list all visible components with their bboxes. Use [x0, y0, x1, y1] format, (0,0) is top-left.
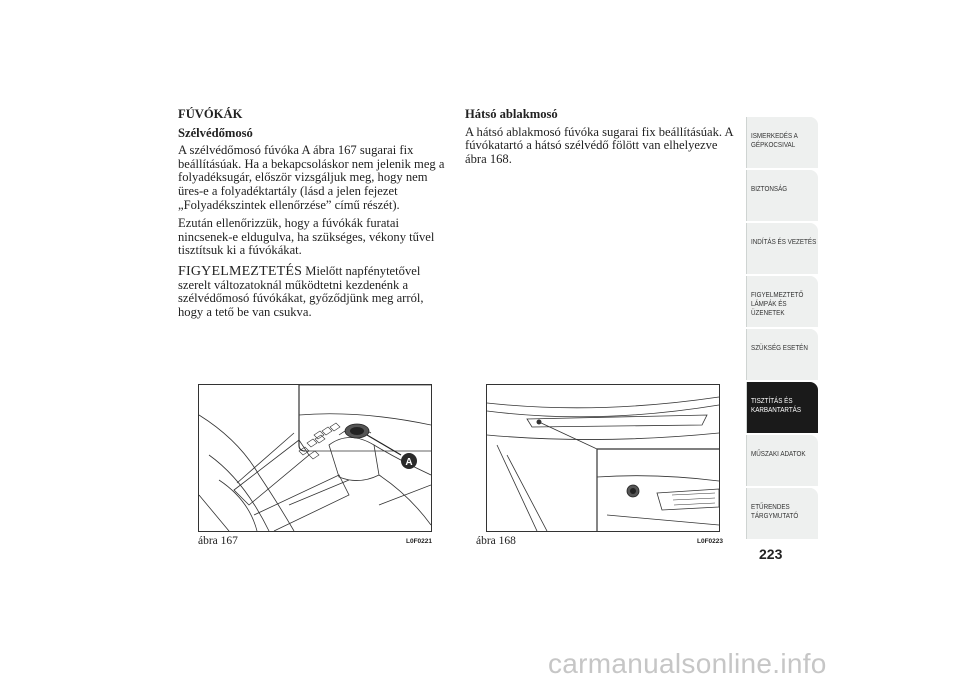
tab-label: ISMERKEDÉS A GÉPKOCSIVAL: [751, 131, 798, 149]
section-heading: FÚVÓKÁK: [178, 107, 243, 121]
tab-inditas[interactable]: [746, 223, 818, 274]
callout-a-label: A: [405, 457, 413, 468]
watermark: carmanualsonline.info: [548, 648, 827, 679]
rear-washer-paragraph: A hátsó ablakmosó fúvóka sugarai fix beállításúak. A fúvókatartó a hátsó szélvédő fölött van elhelyezve ábra 168.: [465, 124, 733, 166]
figure-168-code: L0F0223: [697, 538, 724, 545]
windshield-washer-subheading: Szélvédőmosó: [178, 125, 253, 140]
figure-167-code: L0F0221: [406, 538, 433, 545]
warning-text: Mielőtt napfénytetővel szerelt változatoknál működtetni kezdenénk a szélvédőmosó fúvókákat, győződjünk meg arról, hogy a tető be van csukva.: [178, 263, 424, 319]
tab-ismerkedes[interactable]: [746, 117, 818, 168]
tab-label: FIGYELMEZTETŐ LÁMPÁK ÉS ÜZENETEK: [751, 290, 804, 317]
windshield-washer-paragraph-2: Ezután ellenőrizzük, hogy a fúvókák furatai nincsenek-e eldugulva, ha szükséges, vékony tűvel tisztítsuk ki a fúvókákat.: [178, 216, 435, 258]
windshield-washer-paragraph-1: A szélvédőmosó fúvóka A ábra 167 sugarai fix beállításúak. Ha a bekapcsoláskor nem jelenik meg a folyadéksugár, először vizsgáljuk meg, hogy nem üres-e a folyadéktartály (lásd a jelen fejezet „Folyadékszintek ellenőrzése” című részét).: [178, 143, 445, 212]
tab-label: BIZTONSÁG: [751, 184, 788, 193]
rear-washer-illustration: [487, 385, 719, 531]
warning-label: FIGYELMEZTETÉS: [178, 263, 303, 279]
tab-label: ETŰRENDES TÁRGYMUTATÓ: [751, 502, 799, 520]
tab-biztonsag[interactable]: [746, 170, 818, 221]
warning-paragraph: [178, 265, 450, 319]
tab-targymutato[interactable]: [746, 488, 818, 539]
figure-167-windshield-nozzle: [198, 384, 432, 532]
tab-muszaki[interactable]: [746, 435, 818, 486]
tab-label: MŰSZAKI ADATOK: [751, 449, 806, 458]
tab-szukseg[interactable]: [746, 329, 818, 380]
figure-168-rear-washer: [486, 384, 720, 532]
figure-167-caption: ábra 167: [198, 535, 238, 547]
tab-tisztitas-active[interactable]: [746, 382, 818, 433]
page-number: 223: [759, 546, 783, 562]
rear-washer-subheading: Hátsó ablakmosó: [465, 107, 558, 121]
right-text-column: [465, 108, 733, 171]
figure-168-caption: ábra 168: [476, 535, 516, 547]
tab-label: INDÍTÁS ÉS VEZETÉS: [751, 237, 817, 246]
chapter-tabs: [746, 117, 818, 541]
windshield-nozzle-illustration: [199, 385, 431, 531]
tab-label: TISZTÍTÁS ÉS KARBANTARTÁS: [751, 396, 802, 414]
left-text-column: [178, 108, 450, 324]
tab-figyelmezteto[interactable]: [746, 276, 818, 327]
tab-label: SZÜKSÉG ESETÉN: [751, 343, 808, 352]
